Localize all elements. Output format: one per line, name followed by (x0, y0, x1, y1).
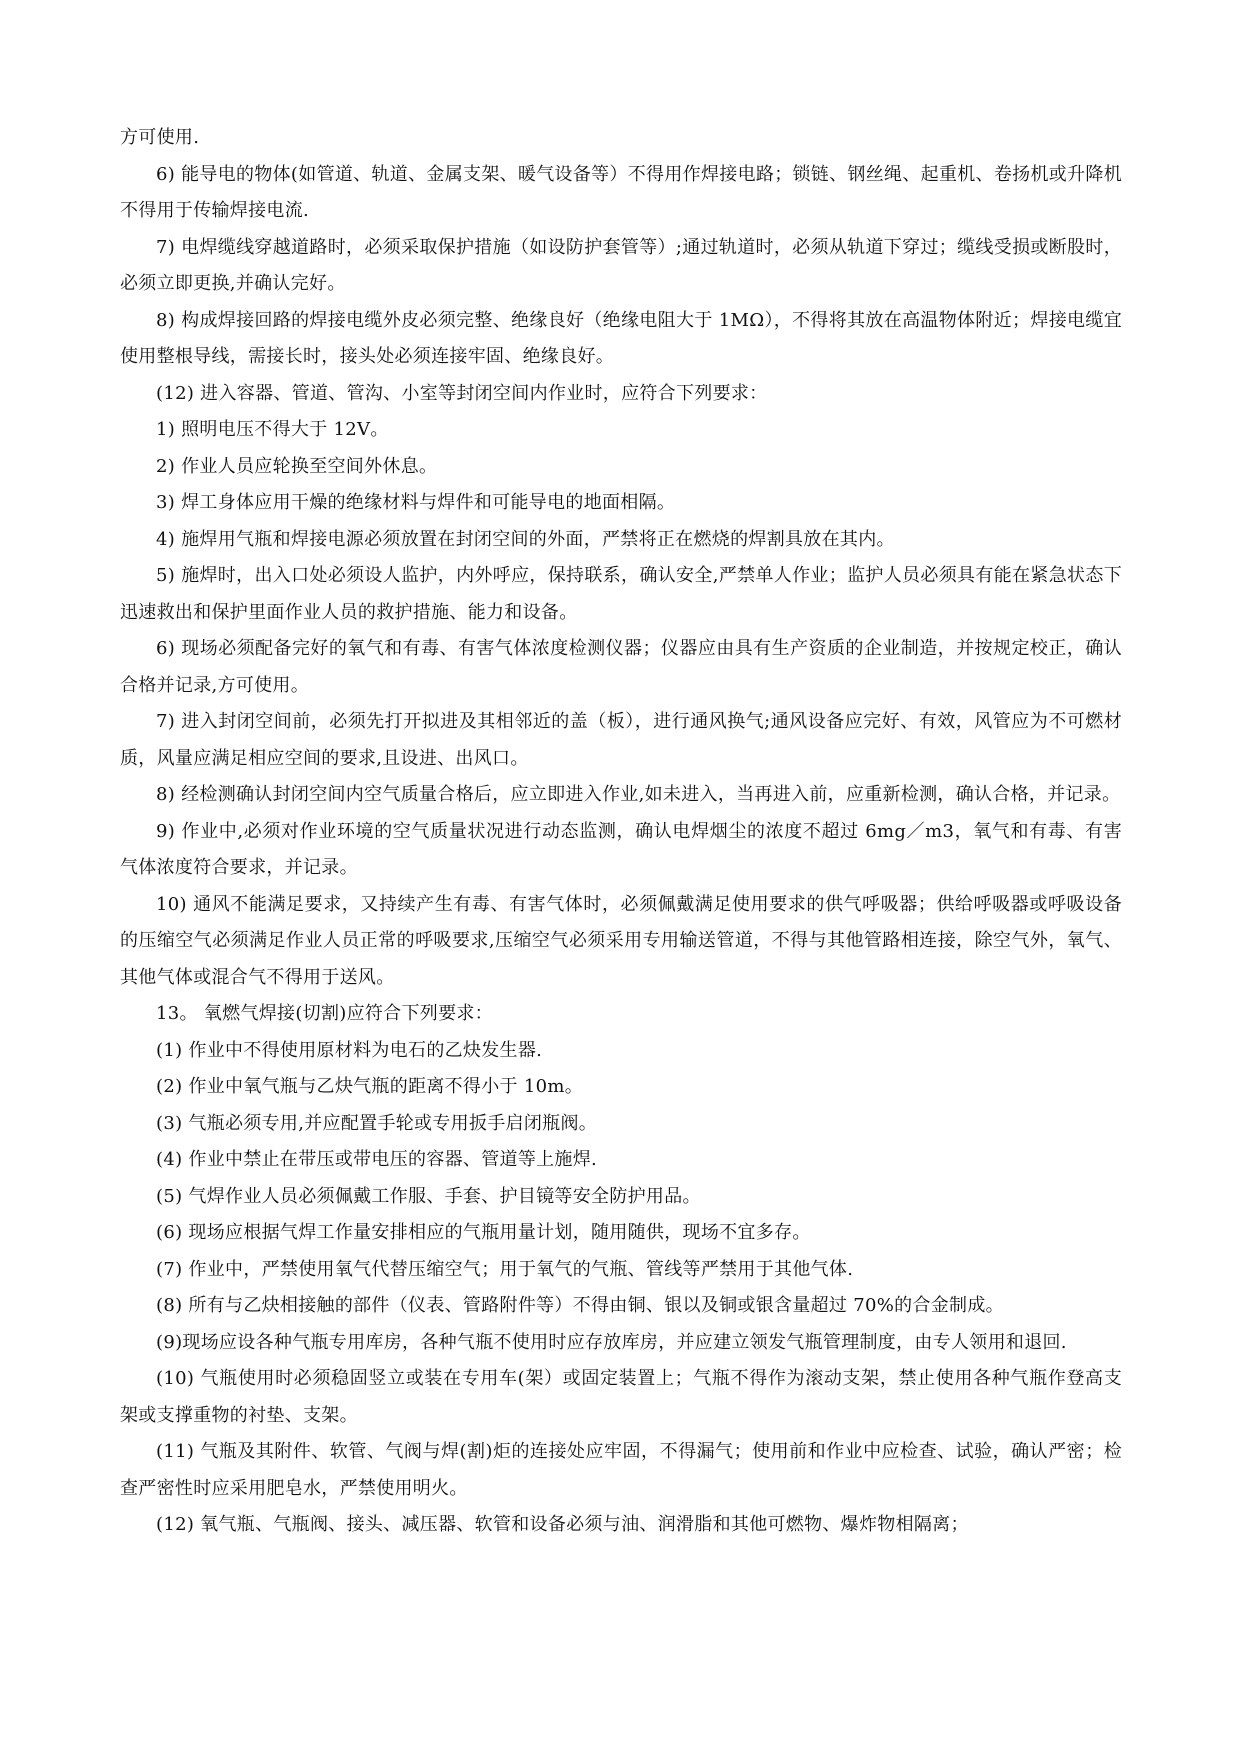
paragraph-gas-2: (2) 作业中氧气瓶与乙炔气瓶的距离不得小于 10m。 (156, 1076, 584, 1097)
paragraph-gas-3: (3) 气瓶必须专用,并应配置手轮或专用扳手启闭瓶阀。 (156, 1112, 598, 1134)
paragraph-gas-7: (7) 作业中，严禁使用氧气代替压缩空气；用于氧气的气瓶、管线等严禁用于其他气体. (156, 1258, 854, 1280)
paragraph-sub-10: 10) 通风不能满足要求，又持续产生有毒、有害气体时，必须佩戴满足使用要求的供气呼吸器；供给呼吸器或呼吸设备的压缩空气必须满足作业人员正常的呼吸要求,压缩空气必须采用专用输送管道，不得与其他管路相连接，除空气外，氧气、其他气体或混合气不得用于送风。 (120, 893, 1122, 988)
paragraph-sub-9: 9) 作业中,必须对作业环境的空气质量状况进行动态监测，确认电焊烟尘的浓度不超过 6mg／m3，氧气和有毒、有害气体浓度符合要求，并记录。 (120, 820, 1122, 878)
paragraph-sub-6: 6) 现场必须配备完好的氧气和有毒、有害气体浓度检测仪器；仪器应由具有生产资质的企业制造，并按规定校正，确认合格并记录,方可使用。 (120, 638, 1122, 696)
paragraph-sub-8: 8) 经检测确认封闭空间内空气质量合格后，应立即进入作业,如未进入，当再进入前，应重新检测，确认合格，并记录。 (156, 784, 1121, 805)
paragraph-gas-11: (11) 气瓶及其附件、软管、气阀与焊(割)炬的连接处应牢固，不得漏气；使用前和作业中应检查、试验，确认严密；检查严密性时应采用肥皂水，严禁使用明火。 (120, 1441, 1122, 1499)
paragraph-gas-8: (8) 所有与乙炔相接触的部件（仪表、管路附件等）不得由铜、银以及铜或银含量超过 70%的合金制成。 (156, 1295, 1004, 1316)
document-body (120, 120, 1122, 1544)
paragraph-gas-5: (5) 气焊作业人员必须佩戴工作服、手套、护目镜等安全防护用品。 (156, 1185, 701, 1207)
paragraph-sub-4: 4) 施焊用气瓶和焊接电源必须放置在封闭空间的外面，严禁将正在燃烧的焊割具放在其内。 (156, 528, 895, 550)
paragraph-section-12: (12) 进入容器、管道、管沟、小室等封闭空间内作业时，应符合下列要求： (156, 382, 768, 404)
paragraph-section-13: 13。 氧燃气焊接(切割)应符合下列要求： (156, 1003, 493, 1024)
paragraph-item-7: 7) 电焊缆线穿越道路时，必须采取保护措施（如设防护套管等）;通过轨道时，必须从轨道下穿过；缆线受损或断股时，必须立即更换,并确认完好。 (120, 236, 1122, 294)
paragraph-item-8: 8) 构成焊接回路的焊接电缆外皮必须完整、绝缘良好（绝缘电阻大于 1MΩ），不得将其放在高温物体附近；焊接电缆宜使用整根导线，需接长时，接头处必须连接牢固、绝缘良好。 (120, 309, 1122, 367)
paragraph-continuation: 方可使用. (120, 127, 200, 148)
paragraph-sub-3: 3) 焊工身体应用干燥的绝缘材料与焊件和可能导电的地面相隔。 (156, 492, 676, 513)
paragraph-sub-5: 5) 施焊时，出入口处必须设人监护，内外呼应，保持联系，确认安全,严禁单人作业；监护人员必须具有能在紧急状态下迅速救出和保护里面作业人员的救护措施、能力和设备。 (120, 565, 1122, 623)
paragraph-gas-10: (10) 气瓶使用时必须稳固竖立或装在专用车(架）或固定装置上；气瓶不得作为滚动支架，禁止使用各种气瓶作登高支架或支撑重物的衬垫、支架。 (120, 1368, 1122, 1426)
paragraph-gas-9: (9)现场应设各种气瓶专用库房，各种气瓶不使用时应存放库房，并应建立领发气瓶管理制度，由专人领用和退回. (156, 1331, 1067, 1353)
paragraph-item-6: 6) 能导电的物体(如管道、轨道、金属支架、暖气设备等）不得用作焊接电路；锁链、钢丝绳、起重机、卷扬机或升降机不得用于传输焊接电流. (120, 163, 1122, 221)
paragraph-gas-4: (4) 作业中禁止在带压或带电压的容器、管道等上施焊. (156, 1149, 598, 1170)
paragraph-sub-2: 2) 作业人员应轮换至空间外休息。 (156, 455, 438, 477)
paragraph-sub-7: 7) 进入封闭空间前，必须先打开拟进及其相邻近的盖（板），进行通风换气;通风设备应完好、有效，风管应为不可燃材质，风量应满足相应空间的要求,且设进、出风口。 (120, 711, 1122, 769)
paragraph-gas-6: (6) 现场应根据气焊工作量安排相应的气瓶用量计划，随用随供，现场不宜多存。 (156, 1222, 811, 1243)
paragraph-sub-1: 1) 照明电压不得大于 12V。 (156, 419, 389, 440)
paragraph-gas-12: (12) 氧气瓶、气瓶阀、接头、减压器、软管和设备必须与油、润滑脂和其他可燃物、爆炸物相隔离； (156, 1514, 969, 1535)
paragraph-gas-1: (1) 作业中不得使用原材料为电石的乙炔发生器. (156, 1039, 543, 1061)
